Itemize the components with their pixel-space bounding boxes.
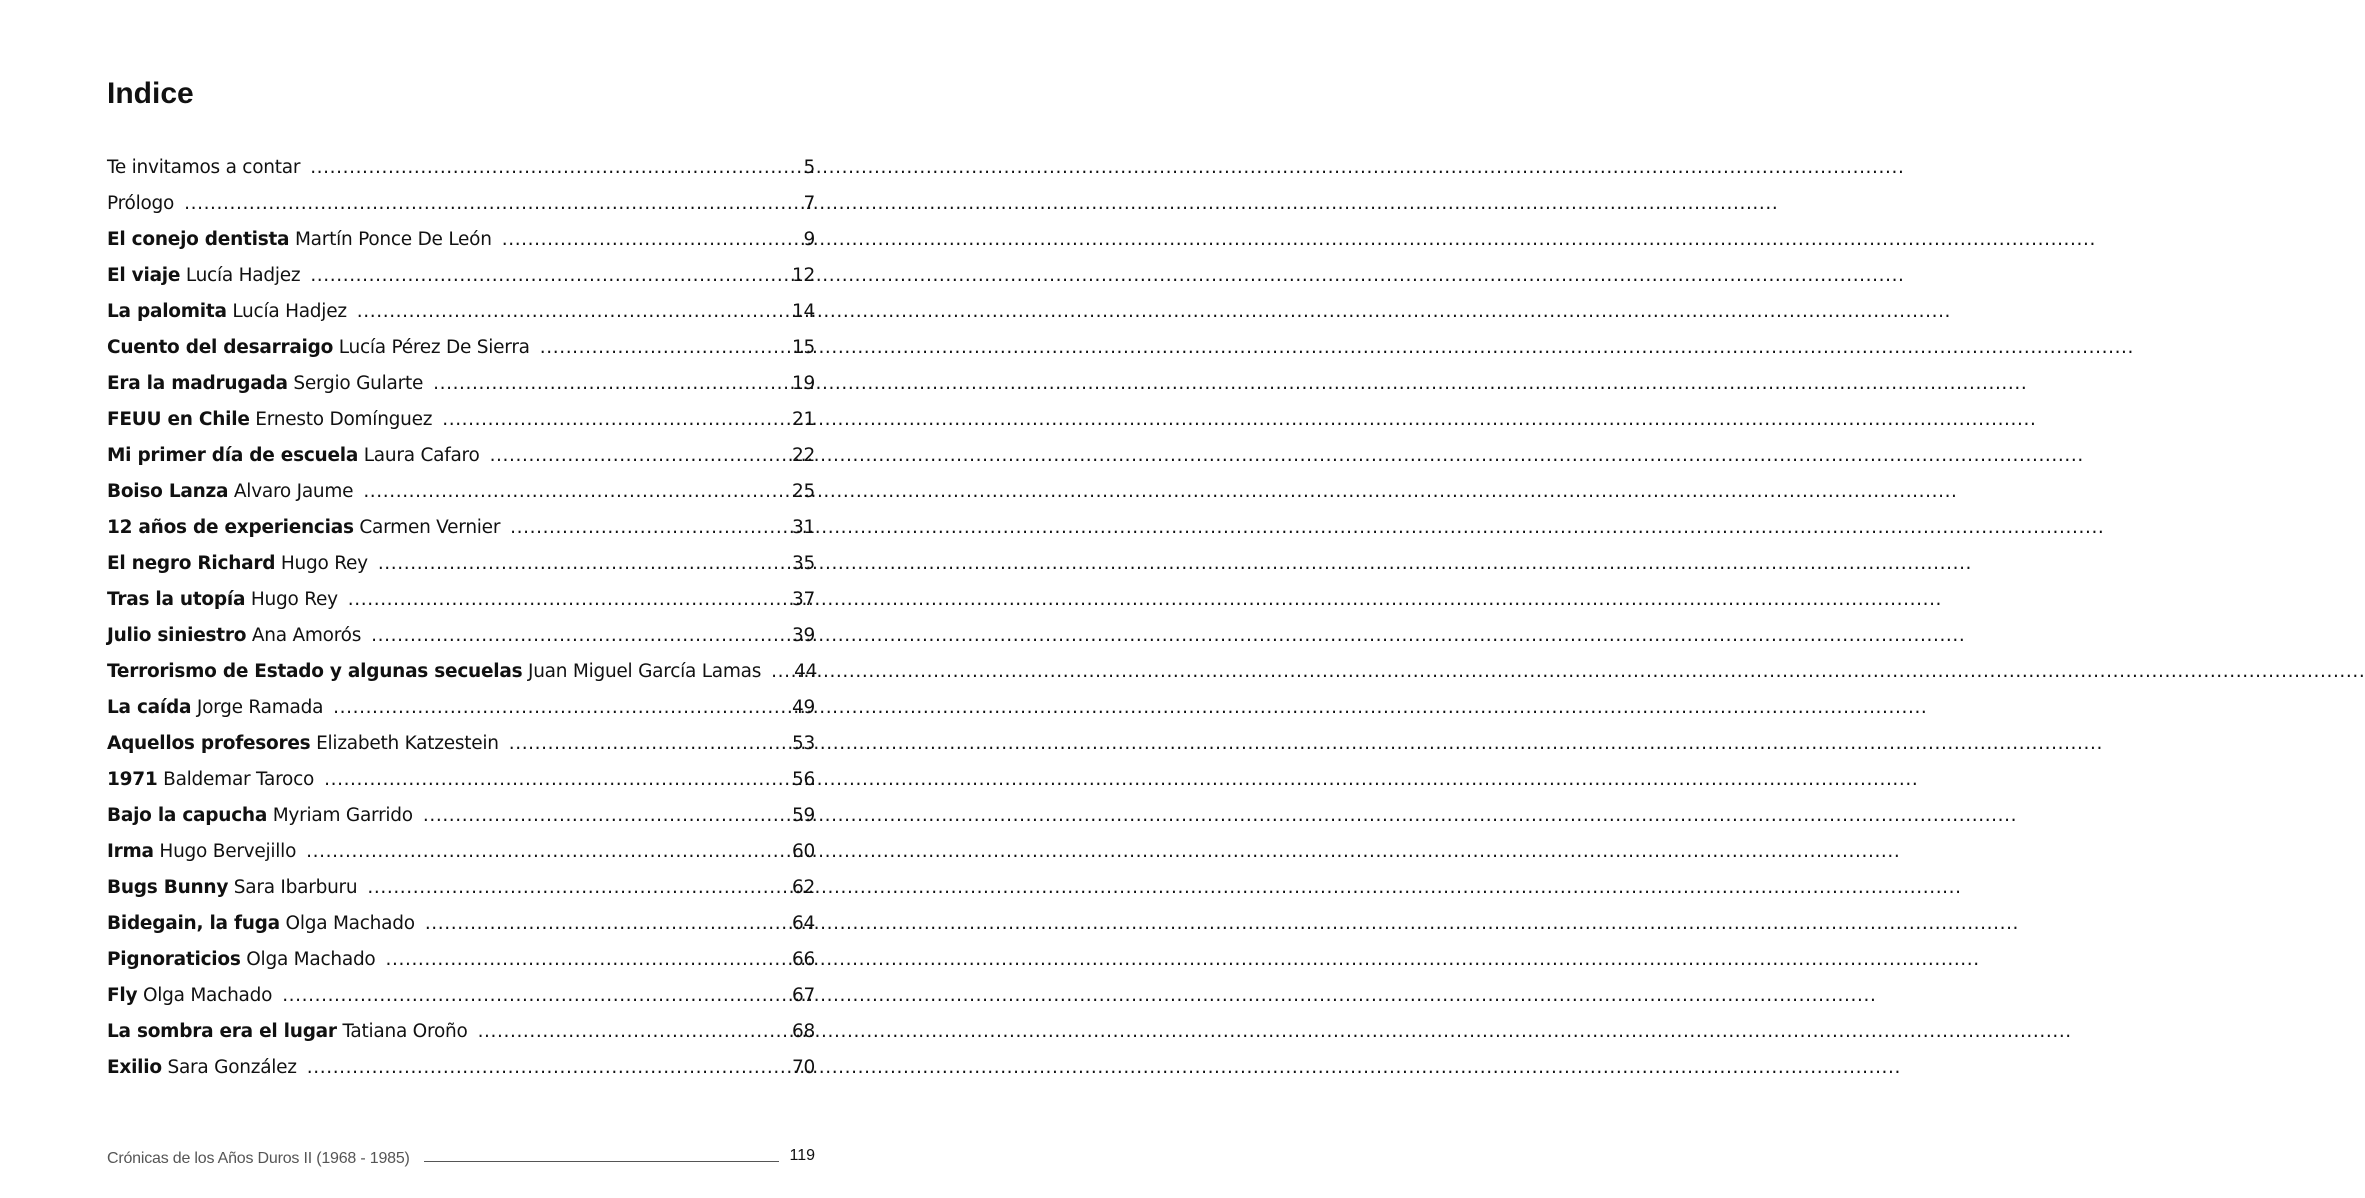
dot-leader — [324, 762, 787, 798]
toc-entry — [107, 582, 815, 618]
entry-title: El conejo dentista — [107, 229, 290, 250]
entry-label — [107, 474, 353, 510]
dot-leader — [348, 582, 787, 618]
entry-label — [107, 726, 499, 762]
dot-leader — [540, 330, 787, 366]
entry-author: Alvaro Jaume — [233, 481, 354, 502]
entry-title: Pignoraticios — [107, 949, 241, 970]
entry-page-number: 67 — [791, 985, 815, 1006]
entry-title: Exilio — [107, 1057, 162, 1078]
toc-entry — [107, 942, 815, 978]
toc-entry — [107, 330, 815, 366]
entry-author: Hugo Rey — [280, 553, 368, 574]
entry-label — [107, 834, 296, 870]
toc-entry — [107, 618, 815, 654]
dot-leader — [307, 1050, 787, 1086]
entry-page-number: 19 — [791, 373, 815, 394]
dot-leader — [310, 150, 798, 186]
toc-entry — [107, 870, 815, 906]
entry-label — [107, 1014, 468, 1050]
entry-title: Terrorismo de Estado y algunas secuelas — [107, 661, 523, 682]
entry-author: Laura Cafaro — [363, 445, 480, 466]
entry-page-number: 44 — [794, 661, 818, 682]
entry-label — [107, 870, 357, 906]
entry-author: Ana Amorós — [251, 625, 362, 646]
entry-author: Olga Machado — [285, 913, 415, 934]
entry-label — [107, 510, 500, 546]
dot-leader — [502, 222, 799, 258]
entry-author: Baldemar Taroco — [163, 769, 315, 790]
entry-page-number: 56 — [791, 769, 815, 790]
entry-label — [107, 690, 323, 726]
toc-entry — [107, 294, 815, 330]
entry-author: Carmen Vernier — [359, 517, 501, 538]
entry-label — [107, 654, 761, 690]
entry-title: El viaje — [107, 265, 181, 286]
entry-page-number: 49 — [791, 697, 815, 718]
entry-author: Elizabeth Katzestein — [316, 733, 499, 754]
entry-title: Cuento del desarraigo — [107, 337, 334, 358]
entry-page-number: 5 — [803, 157, 815, 178]
entry-author: Sara Ibarburu — [233, 877, 358, 898]
toc-entry — [107, 474, 815, 510]
entry-author: Prólogo — [107, 193, 175, 214]
entry-title: El negro Richard — [107, 553, 276, 574]
dot-leader — [425, 906, 787, 942]
entry-author: Olga Machado — [246, 949, 376, 970]
entry-author: Hugo Rey — [250, 589, 338, 610]
entry-author: Tatiana Oroño — [342, 1021, 468, 1042]
dot-leader — [510, 510, 787, 546]
dot-leader — [490, 438, 787, 474]
toc-entry — [107, 1050, 815, 1086]
entry-page-number: 31 — [791, 517, 815, 538]
entry-page-number: 9 — [803, 229, 815, 250]
entry-page-number: 37 — [791, 589, 815, 610]
dot-leader — [357, 294, 787, 330]
entry-author: Lucía Hadjez — [232, 301, 347, 322]
entry-author: Olga Machado — [142, 985, 273, 1006]
toc-entry — [107, 762, 815, 798]
entry-author: Sara González — [167, 1057, 297, 1078]
toc-entry — [107, 798, 815, 834]
entry-label — [107, 186, 174, 222]
entry-label — [107, 798, 413, 834]
toc-entry — [107, 438, 815, 474]
entry-label — [107, 906, 415, 942]
entry-author: Juan Miguel García Lamas — [527, 661, 762, 682]
entry-author: Te invitamos a contar — [107, 157, 301, 178]
toc-entry — [107, 402, 815, 438]
dot-leader — [371, 618, 787, 654]
entry-label — [107, 402, 432, 438]
entry-title: Bidegain, la fuga — [107, 913, 280, 934]
dot-leader — [442, 402, 787, 438]
page-title: Indice — [107, 77, 194, 110]
entry-author: Ernesto Domínguez — [255, 409, 433, 430]
entry-title: Aquellos profesores — [107, 733, 311, 754]
toc-entry — [107, 690, 815, 726]
toc-entry — [107, 546, 815, 582]
entry-author: Hugo Bervejillo — [159, 841, 297, 862]
entry-title: Boiso Lanza — [107, 481, 229, 502]
entry-author: Sergio Gularte — [293, 373, 424, 394]
dot-leader — [378, 546, 787, 582]
dot-leader — [423, 798, 787, 834]
entry-page-number: 53 — [791, 733, 815, 754]
entry-page-number: 60 — [791, 841, 815, 862]
toc-entry — [107, 978, 815, 1014]
entry-label — [107, 438, 480, 474]
entry-author: Martín Ponce De León — [294, 229, 492, 250]
entry-title: 1971 — [107, 769, 158, 790]
entry-page-number: 70 — [791, 1057, 815, 1078]
entry-page-number: 21 — [791, 409, 815, 430]
entry-label — [107, 258, 300, 294]
dot-leader — [184, 186, 798, 222]
toc-entry — [107, 1014, 815, 1050]
dot-leader — [386, 942, 787, 978]
entry-label — [107, 150, 300, 186]
dot-leader — [282, 978, 787, 1014]
entry-label — [107, 294, 347, 330]
entry-page-number: 22 — [791, 445, 815, 466]
dot-leader — [509, 726, 787, 762]
entry-page-number: 15 — [791, 337, 815, 358]
toc-entry — [107, 258, 815, 294]
dot-leader — [310, 258, 787, 294]
dot-leader — [363, 474, 787, 510]
entry-label — [107, 942, 376, 978]
entry-title: La sombra era el lugar — [107, 1021, 337, 1042]
entry-page-number: 62 — [791, 877, 815, 898]
toc-entry — [107, 222, 815, 258]
toc-entry — [107, 654, 818, 690]
entry-label — [107, 978, 272, 1014]
entry-title: Era la madrugada — [107, 373, 288, 394]
entry-label — [107, 618, 361, 654]
dot-leader — [306, 834, 787, 870]
toc-entry — [107, 726, 815, 762]
entry-page-number: 68 — [791, 1021, 815, 1042]
entry-label — [107, 1050, 297, 1086]
entry-label — [107, 762, 314, 798]
toc-entry — [107, 906, 815, 942]
dot-leader — [478, 1014, 787, 1050]
dot-leader — [367, 870, 787, 906]
entry-title: Bajo la capucha — [107, 805, 268, 826]
entry-title: Mi primer día de escuela — [107, 445, 359, 466]
entry-author: Lucía Hadjez — [185, 265, 301, 286]
entry-page-number: 12 — [791, 265, 815, 286]
footer-rule — [424, 1161, 780, 1162]
entry-page-number: 25 — [791, 481, 815, 502]
entry-page-number: 7 — [803, 193, 815, 214]
entry-label — [107, 582, 338, 618]
entry-author: Myriam Garrido — [272, 805, 413, 826]
entry-label — [107, 330, 530, 366]
entry-title: La caída — [107, 697, 192, 718]
entry-author: Lucía Pérez De Sierra — [338, 337, 530, 358]
toc-entry — [107, 150, 815, 186]
entry-page-number: 66 — [791, 949, 815, 970]
footer-book-title: Crónicas de los Años Duros II (1968 - 1985) — [107, 1150, 410, 1167]
dot-leader — [771, 654, 789, 690]
entry-label — [107, 222, 492, 258]
entry-author: Jorge Ramada — [196, 697, 324, 718]
entry-page-number: 14 — [791, 301, 815, 322]
entry-title: FEUU en Chile — [107, 409, 250, 430]
page-footer — [107, 1146, 815, 1172]
entry-label — [107, 546, 368, 582]
entry-title: Julio siniestro — [107, 625, 247, 646]
toc-entry — [107, 186, 815, 222]
entry-title: La palomita — [107, 301, 227, 322]
entry-page-number: 64 — [791, 913, 815, 934]
entry-label — [107, 366, 423, 402]
entry-title: Bugs Bunny — [107, 877, 229, 898]
entry-title: Tras la utopía — [107, 589, 246, 610]
entry-title: Fly — [107, 985, 138, 1006]
entry-title: Irma — [107, 841, 154, 862]
toc-entry — [107, 834, 815, 870]
toc-entry — [107, 510, 815, 546]
dot-leader — [333, 690, 787, 726]
footer-page-number: 119 — [789, 1147, 815, 1164]
dot-leader — [433, 366, 787, 402]
toc-entry — [107, 366, 815, 402]
entry-page-number: 39 — [791, 625, 815, 646]
entry-page-number: 59 — [791, 805, 815, 826]
entry-page-number: 35 — [791, 553, 815, 574]
table-of-contents — [107, 150, 818, 1086]
entry-title: 12 años de experiencias — [107, 517, 354, 538]
